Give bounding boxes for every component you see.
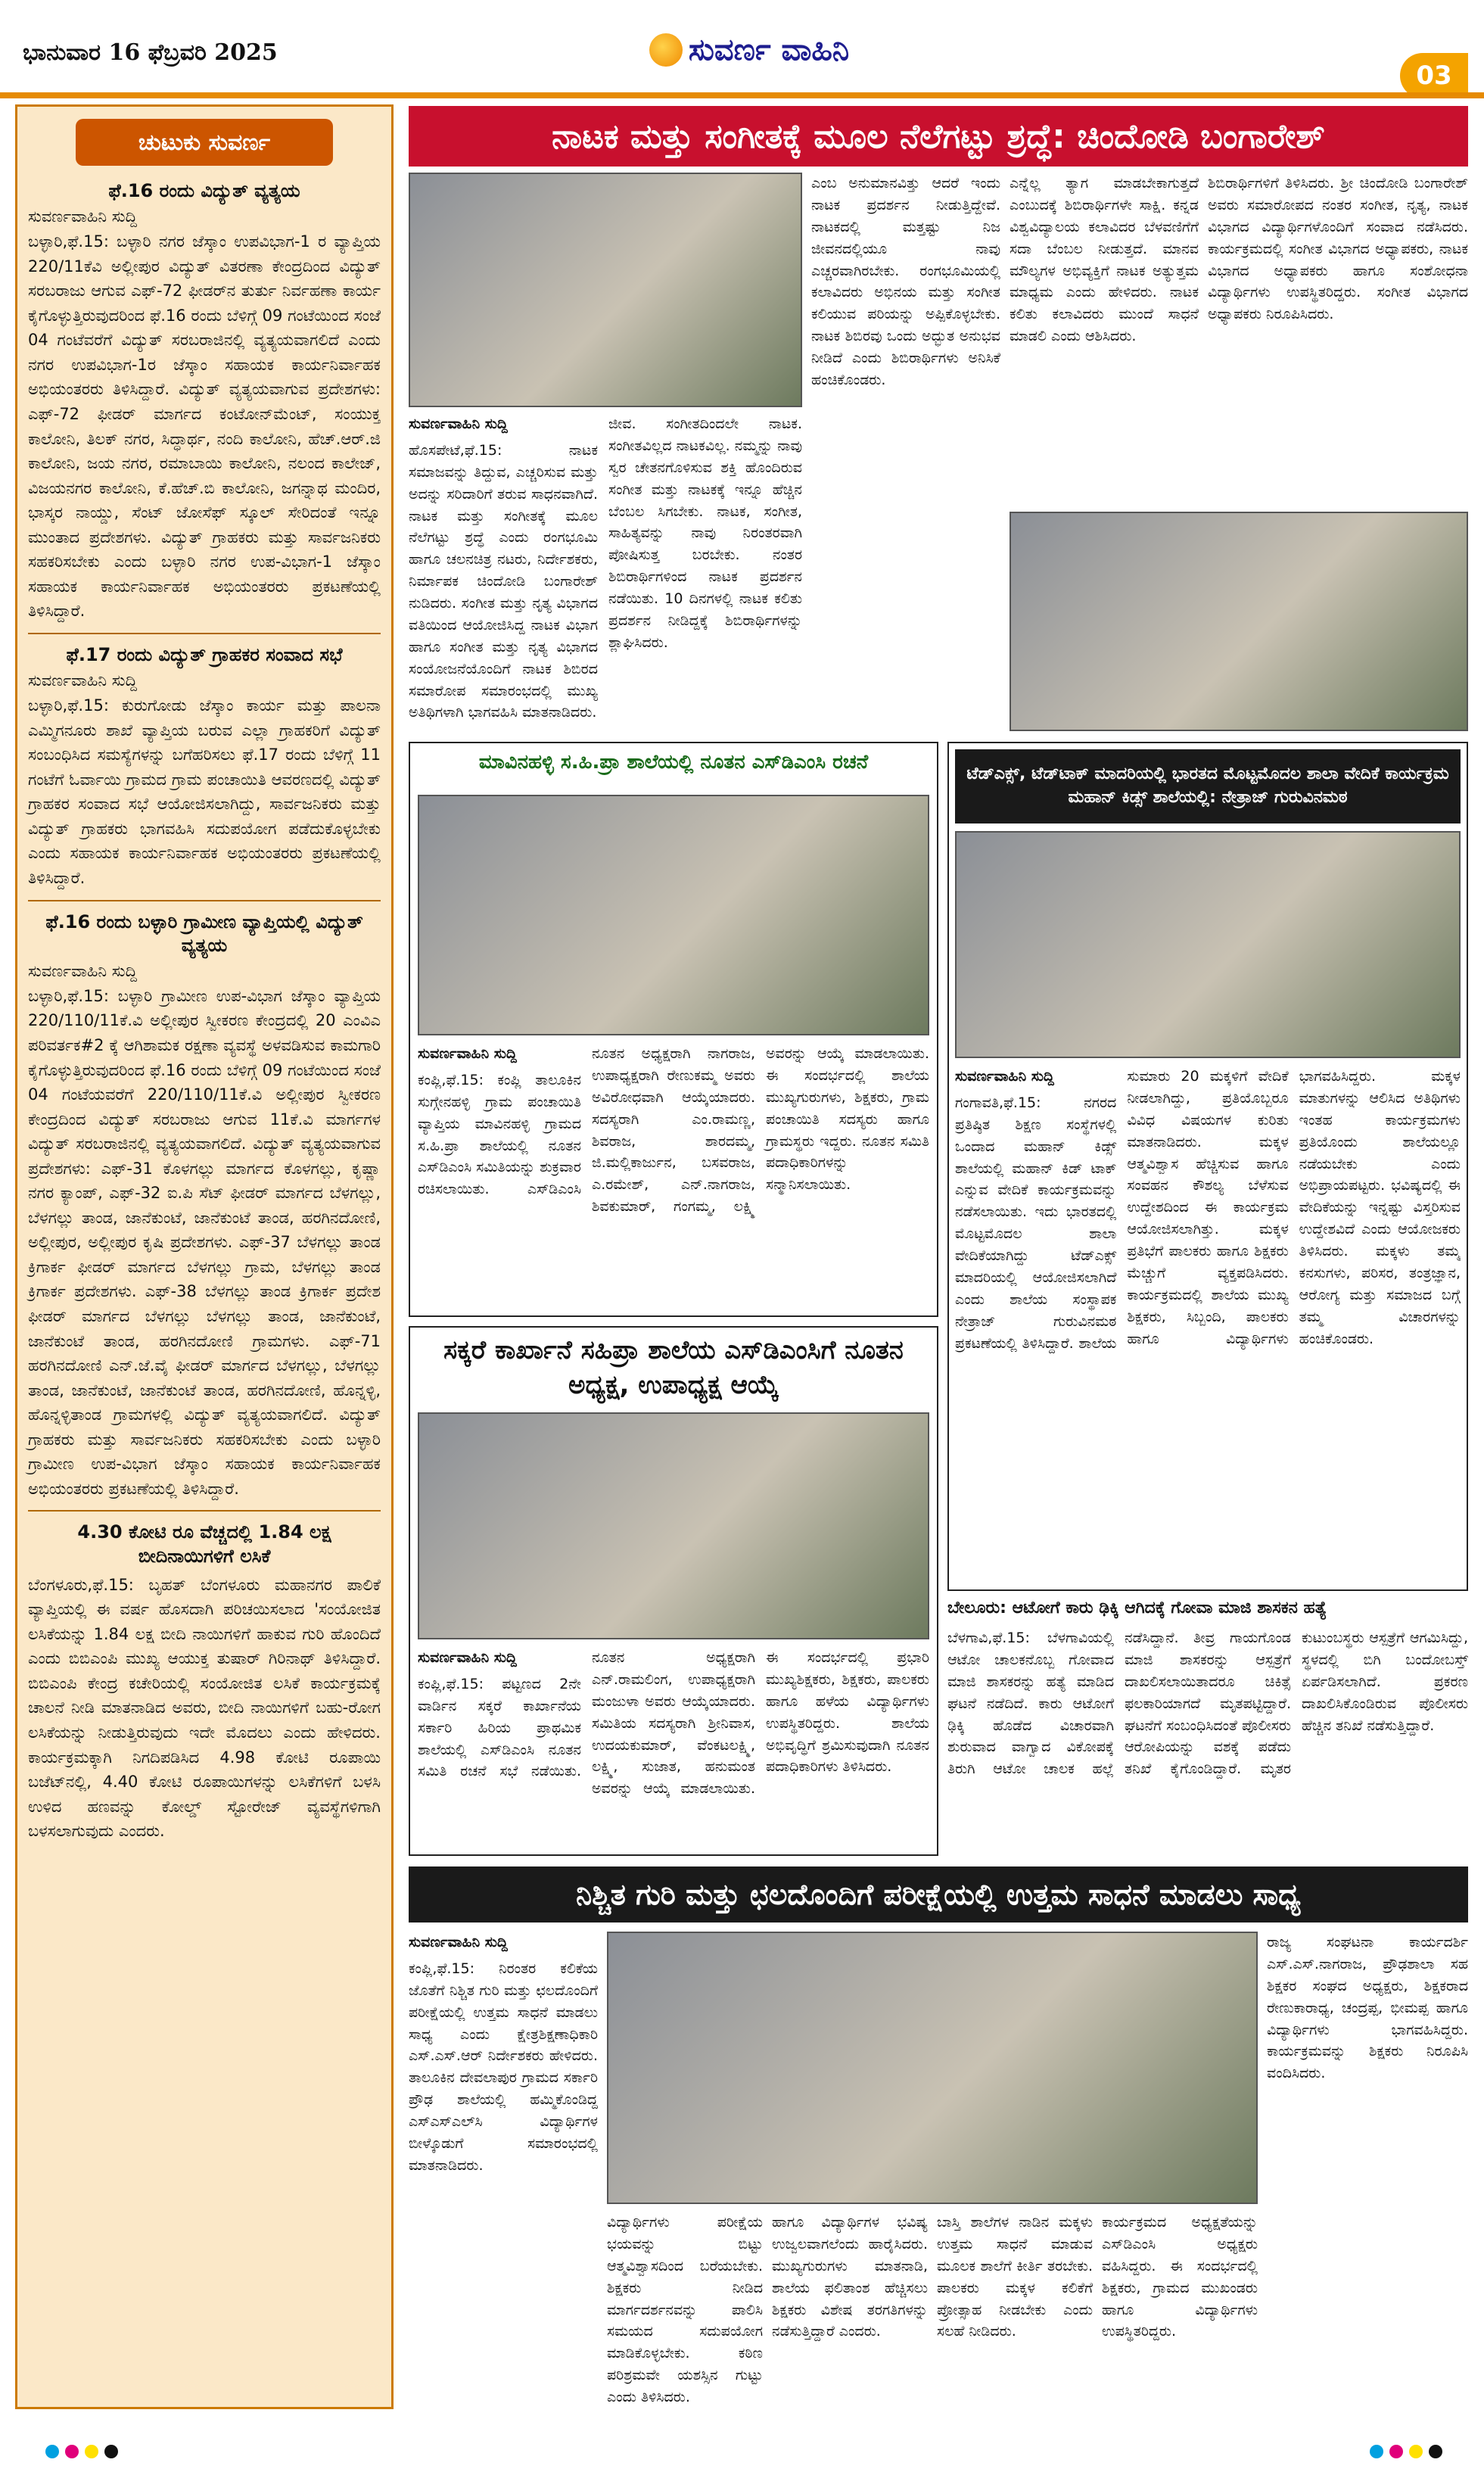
black-dot bbox=[104, 2445, 118, 2458]
story6-headline: ನಿಶ್ಚಿತ ಗುರಿ ಮತ್ತು ಛಲದೊಂದಿಗೆ ಪರೀಕ್ಷೆಯಲ್ಲಿ ಉತ್ತಮ ಸಾಧನೆ ಮಾಡಲು ಸಾಧ್ಯ bbox=[409, 1866, 1468, 1922]
lead-column bbox=[1010, 173, 1199, 506]
sidebar-briefs bbox=[15, 104, 394, 2409]
story3-body-columns bbox=[418, 1647, 929, 1848]
story6-column bbox=[1102, 2212, 1258, 2431]
lead-text: ಜೀವ. ಸಂಗೀತದಿಂದಲೇ ನಾಟಕ. ಸಂಗೀತವಿಲ್ಲದ ನಾಟಕವಿಲ್ಲ. ನಮ್ಮನ್ನು ನಾವು ಸ್ವರ ಚೇತನಗೊಳಿಸುವ ಶಕ್ತಿ ಹೊಂದಿರುವ ಸಂಗೀತ ಮತ್ತು ನಾಟಕಕ್ಕೆ ಇನ್ನೂ ಹೆಚ್ಚಿನ ಬೆಂಬಲ ಸಿಗಬೇಕು. ನಾಟಕ, ಸಂಗೀತ, ಸಾಹಿತ್ಯವನ್ನು ನಾವು ನಿರಂತರವಾಗಿ ಪೋಷಿಸುತ್ತ ಬರಬೇಕು. ನಂತರ ಶಿಬಿರಾರ್ಥಿಗಳಿಂದ ನಾಟಕ ಪ್ರದರ್ಶನ ನಡೆಯಿತು. 10 ದಿನಗಳಲ್ಲಿ ನಾಟಕ ಕಲಿತು ಪ್ರದರ್ಶನ ನೀಡಿದ್ದಕ್ಕೆ ಶಿಬಿರಾರ್ಥಿಗಳನ್ನು ಶ್ಲಾಘಿಸಿದರು. bbox=[608, 416, 802, 651]
brief-headline: 4.30 ಕೋಟಿ ರೂ ವೆಚ್ಚದಲ್ಲಿ 1.84 ಲಕ್ಷ ಬೀದಿನಾಯಿಗಳಿಗೆ ಲಸಿಕೆ bbox=[77, 1521, 331, 1567]
story6-column bbox=[1267, 1932, 1468, 2431]
yellow-dot bbox=[85, 2445, 98, 2458]
story6-byline: ಸುವರ್ಣವಾಹಿನಿ ಸುದ್ದಿ bbox=[409, 1934, 508, 1951]
cyan-dot bbox=[45, 2445, 59, 2458]
brief-story bbox=[28, 911, 381, 1512]
cyan-dot bbox=[1370, 2445, 1383, 2458]
story6-text: ಕಾರ್ಯಕ್ರಮದ ಅಧ್ಯಕ್ಷತೆಯನ್ನು ಎಸ್‌ಡಿಎಂಸಿ ಅಧ್ಯಕ್ಷರು ವಹಿಸಿದ್ದರು. ಈ ಸಂದರ್ಭದಲ್ಲಿ ಶಿಕ್ಷಕರು, ಗ್ರಾಮದ ಮುಖಂಡರು ಹಾಗೂ ವಿದ್ಯಾರ್ಥಿಗಳು ಉಪಸ್ಥಿತರಿದ್ದರು. bbox=[1102, 2214, 1258, 2340]
registration-marks-left bbox=[45, 2445, 118, 2461]
story6-column bbox=[772, 2212, 928, 2431]
lead-text: ಎನ್ನೆಲ್ಲ ತ್ಯಾಗ ಮಾಡಬೇಕಾಗುತ್ತದೆ ಎಂಬುದಕ್ಕೆ ಶಿಬಿರಾರ್ಥಿಗಳೇ ಸಾಕ್ಷಿ. ಕನ್ನಡ ವಿಶ್ವವಿದ್ಯಾಲಯ ಕಲಾವಿದರ ಬೆಳವಣಿಗೆಗೆ ಸದಾ ಬೆಂಬಲ ನೀಡುತ್ತದೆ. ಮಾನವ ಮೌಲ್ಯಗಳ ಅಭಿವ್ಯಕ್ತಿಗೆ ನಾಟಕ ಅತ್ಯುತ್ತಮ ಮಾಧ್ಯಮ ಎಂದು ಹೇಳಿದರು. ನಾಟಕ ಕಲಿತು ಕಲಾವಿದರು ಮುಂದೆ ಸಾಧನೆ ಮಾಡಲಿ ಎಂದು ಆಶಿಸಿದರು. bbox=[1010, 175, 1199, 345]
page-number: 03 bbox=[1400, 53, 1468, 98]
brief-story bbox=[28, 179, 381, 634]
story3-photo bbox=[418, 1412, 929, 1639]
brief-story bbox=[28, 643, 381, 901]
story3-text: ಕಂಪ್ಲಿ,ಫೆ.15: ಪಟ್ಟಣದ 2ನೇ ವಾರ್ಡಿನ ಸಕ್ಕರೆ ಕಾರ್ಖಾನೆಯ ಸರ್ಕಾರಿ ಹಿರಿಯ ಪ್ರಾಥಮಿಕ ಶಾಲೆಯಲ್ಲಿ ಎಸ್‌ಡಿಎಂಸಿ ನೂತನ ಸಮಿತಿ ರಚನೆ ಸಭೆ ನಡೆಯಿತು. ನೂತನ ಅಧ್ಯಕ್ಷರಾಗಿ ಎನ್.ರಾಮಲಿಂಗ, ಉಪಾಧ್ಯಕ್ಷರಾಗಿ ಮಂಜುಳಾ ಅವರು ಆಯ್ಕೆಯಾದರು. ಸಮಿತಿಯ ಸದಸ್ಯರಾಗಿ ಶ್ರೀನಿವಾಸ, ಉದಯಕುಮಾರ್, ವೆಂಕಟಲಕ್ಷ್ಮಿ, ಲಕ್ಷ್ಮಿ, ಸುಜಾತ, ಹನುಮಂತ ಅವರನ್ನು ಆಯ್ಕೆ ಮಾಡಲಾಯಿತು. ಈ ಸಂದರ್ಭದಲ್ಲಿ ಪ್ರಭಾರಿ ಮುಖ್ಯಶಿಕ್ಷಕರು, ಶಿಕ್ಷಕರು, ಪಾಲಕರು ಹಾಗೂ ಹಳೆಯ ವಿದ್ಯಾರ್ಥಿಗಳು ಉಪಸ್ಥಿತರಿದ್ದರು. ಶಾಲೆಯ ಅಭಿವೃದ್ಧಿಗೆ ಶ್ರಮಿಸುವುದಾಗಿ ನೂತನ ಪದಾಧಿಕಾರಿಗಳು ತಿಳಿಸಿದರು. bbox=[418, 1649, 929, 1798]
story6-column bbox=[937, 2212, 1093, 2431]
brief-divider bbox=[28, 633, 381, 634]
newspaper-title bbox=[583, 23, 916, 77]
story6-text: ಹಾಗೂ ವಿದ್ಯಾರ್ಥಿಗಳ ಭವಿಷ್ಯ ಉಜ್ವಲವಾಗಲೆಂದು ಹಾರೈಸಿದರು. ಮುಖ್ಯಗುರುಗಳು ಮಾತನಾಡಿ, ಶಾಲೆಯ ಫಲಿತಾಂಶ ಹೆಚ್ಚಿಸಲು ಶಿಕ್ಷಕರು ವಿಶೇಷ ತರಗತಿಗಳನ್ನು ನಡೆಸುತ್ತಿದ್ದಾರೆ ಎಂದರು. bbox=[772, 2214, 928, 2340]
brief-divider bbox=[28, 1510, 381, 1512]
lead-headline: ನಾಟಕ ಮತ್ತು ಸಂಗೀತಕ್ಕೆ ಮೂಲ ನೆಲೆಗಟ್ಟು ಶ್ರದ್ಧೆ: ಚಿಂದೋಡಿ ಬಂಗಾರೇಶ್ bbox=[409, 106, 1468, 167]
story4-body-columns bbox=[955, 1066, 1461, 1583]
lead-text: ಶಿಬಿರಾರ್ಥಿಗಳಿಗೆ ತಿಳಿಸಿದರು. ಶ್ರೀ ಚಿಂದೋಡಿ ಬಂಗಾರೇಶ್ ಅವರು ಸಮಾರೋಪದ ನಂತರ ಸಂಗೀತ, ನೃತ್ಯ, ನಾಟಕ ವಿಭಾಗದ ವಿದ್ಯಾರ್ಥಿಗಳೊಂದಿಗೆ ಸಂವಾದ ನಡೆಸಿದರು. ಕಾರ್ಯಕ್ರಮದಲ್ಲಿ ಸಂಗೀತ ವಿಭಾಗದ ಅಧ್ಯಾಪಕರು, ನಾಟಕ ವಿಭಾಗದ ಅಧ್ಯಾಪಕರು ಹಾಗೂ ಸಂಶೋಧನಾ ವಿದ್ಯಾರ್ಥಿಗಳು ಉಪಸ್ಥಿತರಿದ್ದರು. ಸಂಗೀತ ವಿಭಾಗದ ಅಧ್ಯಾಪಕರು ನಿರೂಪಿಸಿದರು. bbox=[1208, 175, 1468, 323]
brief-headline: ಫೆ.17 ರಂದು ವಿದ್ಯುತ್ ಗ್ರಾಹಕರ ಸಂವಾದ ಸಭೆ bbox=[66, 643, 343, 665]
registration-marks-right bbox=[1370, 2445, 1442, 2461]
story5-headline: ಬೇಲೂರು: ಆಟೋಗೆ ಕಾರು ಢಿಕ್ಕಿ ಆಗಿದಕ್ಕೆ ಗೋವಾ ಮಾಜಿ ಶಾಸಕನ ಹತ್ಯೆ bbox=[947, 1599, 1327, 1617]
lead-column bbox=[811, 173, 1000, 731]
story3-headline: ಸಕ್ಕರೆ ಕಾರ್ಖಾನೆ ಸಹಿಪ್ರಾ ಶಾಲೆಯ ಎಸ್‌ಡಿಎಂಸಿಗೆ ನೂತನ ಅಧ್ಯಕ್ಷ, ಉಪಾಧ್ಯಕ್ಷ ಆಯ್ಕೆ bbox=[443, 1335, 904, 1400]
brief-headline: ಫೆ.16 ರಂದು ವಿದ್ಯುತ್ ವ್ಯತ್ಯಯ bbox=[108, 180, 300, 201]
story5-body-columns bbox=[947, 1627, 1468, 1856]
lead-text: ಎಂಬ ಅನುಮಾನವಿತ್ತು ಆದರೆ ಇಂದು ನಾಟಕ ಪ್ರದರ್ಶನ ನೀಡುತ್ತಿದ್ದೇವೆ. ನಾಟಕದಲ್ಲಿ ಮತ್ತಷ್ಟು ನಿಜ ಜೀವನದಲ್ಲಿಯೂ ನಾವು ಎಚ್ಚರವಾಗಿರಬೇಕು. ರಂಗಭೂಮಿಯಲ್ಲಿ ಕಲಾವಿದರು ಅಭಿನಯ ಮತ್ತು ಸಂಗೀತ ಕಲಿಯುವ ಪರಿಯನ್ನು ಅಪ್ಪಿಕೊಳ್ಳಬೇಕು. ನಾಟಕ ಶಿಬಿರವು ಒಂದು ಅದ್ಭುತ ಅನುಭವ ನೀಡಿದೆ ಎಂದು ಶಿಬಿರಾರ್ಥಿಗಳು ಅನಿಸಿಕೆ ಹಂಚಿಕೊಂಡರು. bbox=[811, 175, 1000, 388]
lead-column bbox=[608, 413, 802, 731]
story4-text: ಗಂಗಾವತಿ,ಫೆ.15: ನಗರದ ಪ್ರತಿಷ್ಠಿತ ಶಿಕ್ಷಣ ಸಂಸ್ಥೆಗಳಲ್ಲಿ ಒಂದಾದ ಮಹಾನ್ ಕಿಡ್ಸ್ ಶಾಲೆಯಲ್ಲಿ ಮಹಾನ್ ಕಿಡ್ ಟಾಕ್ ಎನ್ನುವ ವೇದಿಕೆ ಕಾರ್ಯಕ್ರಮವನ್ನು ನಡೆಸಲಾಯಿತು. ಇದು ಭಾರತದಲ್ಲಿ ಮೊಟ್ಟಮೊದಲ ಶಾಲಾ ವೇದಿಕೆಯಾಗಿದ್ದು ಟೆಡ್‌ಎಕ್ಸ್ ಮಾದರಿಯಲ್ಲಿ ಆಯೋಜಿಸಲಾಗಿದೆ ಎಂದು ಶಾಲೆಯ ಸಂಸ್ಥಾಪಕ ನೇತ್ರಾಜ್ ಗುರುವಿನಮಠ ಪ್ರಕಟಣೆಯಲ್ಲಿ ತಿಳಿಸಿದ್ದಾರೆ. ಶಾಲೆಯ ಸುಮಾರು 20 ಮಕ್ಕಳಿಗೆ ವೇದಿಕೆ ನೀಡಲಾಗಿದ್ದು, ಪ್ರತಿಯೊಬ್ಬರೂ ವಿವಿಧ ವಿಷಯಗಳ ಕುರಿತು ಮಾತನಾಡಿದರು. ಮಕ್ಕಳ ಆತ್ಮವಿಶ್ವಾಸ ಹೆಚ್ಚಿಸುವ ಹಾಗೂ ಸಂವಹನ ಕೌಶಲ್ಯ ಬೆಳೆಸುವ ಉದ್ದೇಶದಿಂದ ಈ ಕಾರ್ಯಕ್ರಮ ಆಯೋಜಿಸಲಾಗಿತ್ತು. ಮಕ್ಕಳ ಪ್ರತಿಭೆಗೆ ಪಾಲಕರು ಹಾಗೂ ಶಿಕ್ಷಕರು ಮೆಚ್ಚುಗೆ ವ್ಯಕ್ತಪಡಿಸಿದರು. ಕಾರ್ಯಕ್ರಮದಲ್ಲಿ ಶಾಲೆಯ ಮುಖ್ಯ ಶಿಕ್ಷಕರು, ಸಿಬ್ಬಂದಿ, ಪಾಲಕರು ಹಾಗೂ ವಿದ್ಯಾರ್ಥಿಗಳು ಭಾಗವಹಿಸಿದ್ದರು. ಮಕ್ಕಳ ಮಾತುಗಳನ್ನು ಆಲಿಸಿದ ಅತಿಥಿಗಳು ಇಂತಹ ಕಾರ್ಯಕ್ರಮಗಳು ಪ್ರತಿಯೊಂದು ಶಾಲೆಯಲ್ಲೂ ನಡೆಯಬೇಕು ಎಂದು ಅಭಿಪ್ರಾಯಪಟ್ಟರು. ಭವಿಷ್ಯದಲ್ಲಿ ಈ ವೇದಿಕೆಯನ್ನು ಇನ್ನಷ್ಟು ವಿಸ್ತರಿಸುವ ಉದ್ದೇಶವಿದೆ ಎಂದು ಆಯೋಜಕರು ತಿಳಿಸಿದರು. ಮಕ್ಕಳು ತಮ್ಮ ಕನಸುಗಳು, ಪರಿಸರ, ತಂತ್ರಜ್ಞಾನ, ಆರೋಗ್ಯ ಮತ್ತು ಸಮಾಜದ ಬಗ್ಗೆ ತಮ್ಮ ವಿಚಾರಗಳನ್ನು ಹಂಚಿಕೊಂಡರು. bbox=[955, 1068, 1461, 1352]
story2-byline: ಸುವರ್ಣವಾಹಿನಿ ಸುದ್ದಿ bbox=[418, 1045, 517, 1062]
brief-body: ಬಳ್ಳಾರಿ,ಫೆ.15: ಬಳ್ಳಾರಿ ನಗರ ಜೆಸ್ಕಾಂ ಉಪವಿಭಾಗ-1 ರ ವ್ಯಾಪ್ತಿಯ 220/11ಕೆವಿ ಅಲ್ಲೀಪುರ ವಿದ್ಯುತ್ ವಿತರಣಾ ಕೇಂದ್ರದಿಂದ ವಿದ್ಯುತ್ ಸರಬರಾಜು ಆಗುವ ಎಫ್-72 ಫೀಡರ್‌ನ ತುರ್ತು ನಿರ್ವಹಣಾ ಕಾರ್ಯ ಕೈಗೊಳ್ಳುತ್ತಿರುವುದರಿಂದ ಫೆ.16 ರಂದು ಬೆಳಿಗ್ಗೆ 09 ಗಂಟೆಯಿಂದ ಸಂಜೆ 04 ಗಂಟೆವರೆಗೆ ವಿದ್ಯುತ್ ಸರಬರಾಜಿನಲ್ಲಿ ವ್ಯತ್ಯಯವಾಗಲಿದೆ ಎಂದು ನಗರ ಉಪವಿಭಾಗ-1ರ ಜೆಸ್ಕಾಂ ಸಹಾಯಕ ಕಾರ್ಯನಿರ್ವಾಹಕ ಅಭಿಯಂತರರು ತಿಳಿಸಿದ್ದಾರೆ. ವಿದ್ಯುತ್ ವ್ಯತ್ಯಯವಾಗುವ ಪ್ರದೇಶಗಳು: ಎಫ್-72 ಫೀಡರ್ ಮಾರ್ಗದ ಕಂಟೋನ್‌ಮೆಂಟ್, ಸಂಯುಕ್ತ ಕಾಲೋನಿ, ತಿಲಕ್ ನಗರ, ಸಿದ್ಧಾರ್ಥ, ನಂದಿ ಕಾಲೋನಿ, ಹೆಚ್.ಆರ್.ಜಿ ಕಾಲೋನಿ, ಜಯ ನಗರ, ರಮಾಬಾಯಿ ಕಾಲೋನಿ, ನಲಂದ ಕಾಲೇಜ್, ವಿಜಯನಗರ ಕಾಲೋನಿ, ಕೆ.ಹೆಚ್.ಬಿ ಕಾಲೋನಿ, ಜಗನ್ನಾಥ ಮಂದಿರ, ಭಾಸ್ಕರ ನಾಯ್ಡು, ಸೆಂಟ್ ಜೋಸೆಫ್ ಸ್ಕೂಲ್ ಸೇರಿದಂತೆ ಇನ್ನೂ ಮುಂತಾದ ಪ್ರದೇಶಗಳು. ವಿದ್ಯುತ್ ಗ್ರಾಹಕರು ಮತ್ತು ಸಾರ್ವಜನಿಕರು ಸಹಕರಿಸಬೇಕು ಎಂದು ಬಳ್ಳಾರಿ ನಗರ ಉಪ-ವಿಭಾಗ-1 ಜೆಸ್ಕಾಂ ಸಹಾಯಕ ಕಾರ್ಯನಿರ್ವಾಹಕ ಅಭಿಯಂತರರು ಪ್ರಕಟಣೆಯಲ್ಲಿ ತಿಳಿಸಿದ್ದಾರೆ. bbox=[28, 232, 381, 621]
magenta-dot bbox=[1389, 2445, 1403, 2458]
story2-photo bbox=[418, 795, 929, 1035]
yellow-dot bbox=[1409, 2445, 1423, 2458]
brief-byline: ಸುವರ್ಣವಾಹಿನಿ ಸುದ್ದಿ bbox=[28, 961, 138, 980]
brief-story bbox=[28, 1521, 381, 1843]
story6-column bbox=[409, 1932, 598, 2431]
story6-text: ಕಂಪ್ಲಿ,ಫೆ.15: ನಿರಂತರ ಕಲಿಕೆಯ ಜೊತೆಗೆ ನಿಶ್ಚಿತ ಗುರಿ ಮತ್ತು ಛಲದೊಂದಿಗೆ ಪರೀಕ್ಷೆಯಲ್ಲಿ ಉತ್ತಮ ಸಾಧನೆ ಮಾಡಲು ಸಾಧ್ಯ ಎಂದು ಕ್ಷೇತ್ರಶಿಕ್ಷಣಾಧಿಕಾರಿ ಎಸ್.ಎಸ್.ಆರ್ ನಿರ್ದೇಶಕರು ಹೇಳಿದರು. ತಾಲೂಕಿನ ದೇವಲಾಪುರ ಗ್ರಾಮದ ಸರ್ಕಾರಿ ಪ್ರೌಢ ಶಾಲೆಯಲ್ಲಿ ಹಮ್ಮಿಕೊಂಡಿದ್ದ ಎಸ್‌ಎಸ್‌ಎಲ್‌ಸಿ ವಿದ್ಯಾರ್ಥಿಗಳ ಬೀಳ್ಕೊಡುಗೆ ಸಮಾರಂಭದಲ್ಲಿ ಮಾತನಾಡಿದರು. bbox=[409, 1960, 598, 2174]
story4-headline: ಟೆಡ್‌ಎಕ್ಸ್, ಟೆಡ್‌ಟಾಕ್ ಮಾದರಿಯಲ್ಲಿ ಭಾರತದ ಮೊಟ್ಟಮೊದಲ ಶಾಲಾ ವೇದಿಕೆ ಕಾರ್ಯಕ್ರಮ ಮಹಾನ್ ಕಿಡ್ಸ್ ಶಾಲೆಯಲ್ಲಿ: ನೇತ್ರಾಜ್ ಗುರುವಿನಮಠ bbox=[955, 749, 1461, 823]
sidebar-banner: ಚುಟುಕು ಸುವರ್ಣ bbox=[76, 119, 333, 166]
masthead-divider bbox=[0, 92, 1484, 98]
story4-byline: ಸುವರ್ಣವಾಹಿನಿ ಸುದ್ದಿ bbox=[955, 1068, 1054, 1085]
story3-byline: ಸುವರ್ಣವಾಹಿನಿ ಸುದ್ದಿ bbox=[418, 1649, 517, 1666]
story6-text: ವಿದ್ಯಾರ್ಥಿಗಳು ಪರೀಕ್ಷೆಯ ಭಯವನ್ನು ಬಿಟ್ಟು ಆತ್ಮವಿಶ್ವಾಸದಿಂದ ಬರೆಯಬೇಕು. ಶಿಕ್ಷಕರು ನೀಡಿದ ಮಾರ್ಗದರ್ಶನವನ್ನು ಪಾಲಿಸಿ ಸಮಯದ ಸದುಪಯೋಗ ಮಾಡಿಕೊಳ್ಳಬೇಕು. ಕಠಿಣ ಪರಿಶ್ರಮವೇ ಯಶಸ್ಸಿನ ಗುಟ್ಟು ಎಂದು ತಿಳಿಸಿದರು. bbox=[607, 2214, 763, 2405]
lead-column bbox=[409, 413, 598, 731]
story5-text: ಬೆಳಗಾವಿ,ಫೆ.15: ಬೆಳಗಾವಿಯಲ್ಲಿ ಆಟೋ ಚಾಲಕನೊಬ್ಬ ಗೋವಾದ ಮಾಜಿ ಶಾಸಕರನ್ನು ಹತ್ಯೆ ಮಾಡಿದ ಘಟನೆ ನಡೆದಿದೆ. ಕಾರು ಆಟೋಗೆ ಢಿಕ್ಕಿ ಹೊಡೆದ ವಿಚಾರವಾಗಿ ಶುರುವಾದ ವಾಗ್ವಾದ ವಿಕೋಪಕ್ಕೆ ತಿರುಗಿ ಆಟೋ ಚಾಲಕ ಹಲ್ಲೆ ನಡೆಸಿದ್ದಾನೆ. ತೀವ್ರ ಗಾಯಗೊಂಡ ಮಾಜಿ ಶಾಸಕರನ್ನು ಆಸ್ಪತ್ರೆಗೆ ದಾಖಲಿಸಲಾಯಿತಾದರೂ ಚಿಕಿತ್ಸೆ ಫಲಕಾರಿಯಾಗದೆ ಮೃತಪಟ್ಟಿದ್ದಾರೆ. ಘಟನೆಗೆ ಸಂಬಂಧಿಸಿದಂತೆ ಪೊಲೀಸರು ಆರೋಪಿಯನ್ನು ವಶಕ್ಕೆ ಪಡೆದು ತನಿಖೆ ಕೈಗೊಂಡಿದ್ದಾರೆ. ಮೃತರ ಕುಟುಂಬಸ್ಥರು ಆಸ್ಪತ್ರೆಗೆ ಆಗಮಿಸಿದ್ದು, ಸ್ಥಳದಲ್ಲಿ ಬಿಗಿ ಬಂದೋಬಸ್ತ್ ಏರ್ಪಡಿಸಲಾಗಿದೆ. ಪ್ರಕರಣ ದಾಖಲಿಸಿಕೊಂಡಿರುವ ಪೊಲೀಸರು ಹೆಚ್ಚಿನ ತನಿಖೆ ನಡೆಸುತ್ತಿದ್ದಾರೆ. bbox=[947, 1630, 1468, 1778]
story2-body-columns bbox=[418, 1043, 929, 1309]
black-dot bbox=[1429, 2445, 1442, 2458]
brief-byline: ಸುವರ್ಣವಾಹಿನಿ ಸುದ್ದಿ bbox=[28, 207, 138, 226]
story6-photo-assembly bbox=[607, 1932, 1258, 2204]
issue-date: ಭಾನುವಾರ 16 ಫೆಬ್ರವರಿ 2025 bbox=[23, 39, 278, 66]
lead-photo-lecture bbox=[409, 173, 802, 407]
brief-headline: ಫೆ.16 ರಂದು ಬಳ್ಳಾರಿ ಗ್ರಾಮೀಣ ವ್ಯಾಪ್ತಿಯಲ್ಲಿ ವಿದ್ಯುತ್ ವ್ಯತ್ಯಯ bbox=[45, 911, 363, 956]
lead-byline: ಸುವರ್ಣವಾಹಿನಿ ಸುದ್ದಿ bbox=[409, 416, 508, 432]
brief-body: ಬಳ್ಳಾರಿ,ಫೆ.15: ಕುರುಗೋಡು ಜೆಸ್ಕಾಂ ಕಾರ್ಯ ಮತ್ತು ಪಾಲನಾ ಎಮ್ಮಿಗನೂರು ಶಾಖೆ ವ್ಯಾಪ್ತಿಯ ಬರುವ ಎಲ್ಲಾ ಗ್ರಾಹಕರಿಗೆ ವಿದ್ಯುತ್ ಸಂಬಂಧಿಸಿದ ಸಮಸ್ಯೆಗಳನ್ನು ಬಗೆಹರಿಸಲು ಫೆ.17 ರಂದು ಬೆಳಿಗ್ಗೆ 11 ಗಂಟೆಗೆ ಓರ್ವಾಯಿ ಗ್ರಾಮದ ಗ್ರಾಮ ಪಂಚಾಯಿತಿ ಆವರಣದಲ್ಲಿ ವಿದ್ಯುತ್ ಗ್ರಾಹಕರ ಸಂವಾದ ಸಭೆ ಆಯೋಜಿಸಲಾಗಿದ್ದು, ಸಾರ್ವಜನಿಕರು ಮತ್ತು ವಿದ್ಯುತ್ ಗ್ರಾಹಕರು ಭಾಗವಹಿಸಿ ಸದುಪಯೋಗ ಪಡೆದುಕೊಳ್ಳಬೇಕು ಎಂದು ಸಹಾಯಕ ಕಾರ್ಯನಿರ್ವಾಹಕ ಅಭಿಯಂತರರು ಪ್ರಕಟಣೆಯಲ್ಲಿ ತಿಳಿಸಿದ್ದಾರೆ. bbox=[28, 696, 381, 887]
brief-body: ಬೆಂಗಳೂರು,ಫೆ.15: ಬೃಹತ್ ಬೆಂಗಳೂರು ಮಹಾನಗರ ಪಾಲಿಕೆ ವ್ಯಾಪ್ತಿಯಲ್ಲಿ ಈ ವರ್ಷ ಹೊಸದಾಗಿ ಪರಿಚಯಿಸಲಾದ 'ಸಂಯೋಜಿತ ಲಸಿಕೆಯನ್ನು 1.84 ಲಕ್ಷ ಬೀದಿ ನಾಯಿಗಳಿಗೆ ಹಾಕುವ ಗುರಿ ಹೊಂದಿದೆ ಎಂದು ಬಿಬಿಎಂಪಿ ಮುಖ್ಯ ಆಯುಕ್ತ ತುಷಾರ್ ಗಿರಿನಾಥ್ ತಿಳಿಸಿದ್ದಾರೆ. ಬಿಬಿಎಂಪಿ ಕೇಂದ್ರ ಕಚೇರಿಯಲ್ಲಿ ಸಂಯೋಜಿತ ಲಸಿಕೆ ಕಾರ್ಯಕ್ರಮಕ್ಕೆ ಚಾಲನೆ ನೀಡಿ ಮಾತನಾಡಿದ ಅವರು, ಬೀದಿ ನಾಯಿಗಳಿಗೆ ಬಹು-ರೋಗ ಲಸಿಕೆಯನ್ನು ನೀಡುತ್ತಿರುವುದು ಇದೇ ಮೊದಲು ಎಂದು ಹೇಳಿದರು. ಕಾರ್ಯಕ್ರಮಕ್ಕಾಗಿ ನಿಗದಿಪಡಿಸಿದ 4.98 ಕೋಟಿ ರೂಪಾಯಿ ಬಜೆಟ್‌ನಲ್ಲಿ, 4.40 ಕೋಟಿ ರೂಪಾಯಿಗಳನ್ನು ಲಸಿಕೆಗಳಿಗೆ ಬಳಸಿ ಉಳಿದ ಹಣವನ್ನು ಕೋಲ್ಡ್ ಸ್ಟೋರೇಜ್ ವ್ಯವಸ್ಥೆಗಳಿಗಾಗಿ ಬಳಸಲಾಗುವುದು ಎಂದರು. bbox=[28, 1575, 381, 1841]
story4-photo-students bbox=[955, 831, 1461, 1058]
newspaper-name: ಸುವರ್ಣ ವಾಹಿನಿ bbox=[688, 33, 850, 67]
story2-text: ಕಂಪ್ಲಿ,ಫೆ.15: ಕಂಪ್ಲಿ ತಾಲೂಕಿನ ಸುಗ್ಗೇನಹಳ್ಳಿ ಗ್ರಾಮ ಪಂಚಾಯಿತಿ ವ್ಯಾಪ್ತಿಯ ಮಾವಿನಹಳ್ಳಿ ಗ್ರಾಮದ ಸ.ಹಿ.ಪ್ರಾ ಶಾಲೆಯಲ್ಲಿ ನೂತನ ಎಸ್‌ಡಿಎಂಸಿ ಸಮಿತಿಯನ್ನು ಶುಕ್ರವಾರ ರಚಿಸಲಾಯಿತು. ಎಸ್‌ಡಿಎಂಸಿ ನೂತನ ಅಧ್ಯಕ್ಷರಾಗಿ ನಾಗರಾಜ, ಉಪಾಧ್ಯಕ್ಷರಾಗಿ ರೇಣುಕಮ್ಮ ಅವರು ಅವಿರೋಧವಾಗಿ ಆಯ್ಕೆಯಾದರು. ಸದಸ್ಯರಾಗಿ ಎಂ.ರಾಮಣ್ಣ, ಶಿವರಾಜ, ಶಾರದಮ್ಮ, ಜಿ.ಮಲ್ಲಿಕಾರ್ಜುನ, ಬಸವರಾಜ, ಎ.ರಮೇಶ್, ಎನ್.ನಾಗರಾಜ, ಶಿವಕುಮಾರ್, ಗಂಗಮ್ಮ, ಲಕ್ಷ್ಮಿ ಅವರನ್ನು ಆಯ್ಕೆ ಮಾಡಲಾಯಿತು. ಈ ಸಂದರ್ಭದಲ್ಲಿ ಶಾಲೆಯ ಮುಖ್ಯಗುರುಗಳು, ಶಿಕ್ಷಕರು, ಗ್ರಾಮ ಪಂಚಾಯಿತಿ ಸದಸ್ಯರು ಹಾಗೂ ಗ್ರಾಮಸ್ಥರು ಇದ್ದರು. ನೂತನ ಸಮಿತಿ ಪದಾಧಿಕಾರಿಗಳನ್ನು ಸನ್ಮಾನಿಸಲಾಯಿತು. bbox=[418, 1045, 929, 1216]
lead-column bbox=[1208, 173, 1468, 506]
story6-column bbox=[607, 2212, 763, 2431]
lead-photo-felicitation bbox=[1010, 512, 1468, 731]
flame-icon bbox=[649, 33, 683, 67]
brief-divider bbox=[28, 900, 381, 901]
story6-text: ಬಾಸ್ತಿ ಶಾಲೆಗಳ ನಾಡಿನ ಮಕ್ಕಳು ಉತ್ತಮ ಸಾಧನೆ ಮಾಡುವ ಮೂಲಕ ಶಾಲೆಗೆ ಕೀರ್ತಿ ತರಬೇಕು. ಪಾಲಕರು ಮಕ್ಕಳ ಕಲಿಕೆಗೆ ಪ್ರೋತ್ಸಾಹ ನೀಡಬೇಕು ಎಂದು ಸಲಹೆ ನೀಡಿದರು. bbox=[937, 2214, 1093, 2340]
magenta-dot bbox=[65, 2445, 79, 2458]
brief-byline: ಸುವರ್ಣವಾಹಿನಿ ಸುದ್ದಿ bbox=[28, 671, 138, 690]
story2-headline: ಮಾವಿನಹಳ್ಳಿ ಸ.ಹಿ.ಪ್ರಾ ಶಾಲೆಯಲ್ಲಿ ನೂತನ ಎಸ್‌ಡಿಎಂಸಿ ರಚನೆ bbox=[478, 751, 869, 774]
lead-text: ಹೊಸಪೇಟೆ,ಫೆ.15: ನಾಟಕ ಸಮಾಜವನ್ನು ತಿದ್ದುವ, ಎಚ್ಚರಿಸುವ ಮತ್ತು ಅದನ್ನು ಸರಿದಾರಿಗೆ ತರುವ ಸಾಧನವಾಗಿದೆ. ನಾಟಕ ಮತ್ತು ಸಂಗೀತಕ್ಕೆ ಮೂಲ ನೆಲೆಗಟ್ಟು ಶ್ರದ್ಧೆ ಎಂದು ರಂಗಭೂಮಿ ಹಾಗೂ ಚಲನಚಿತ್ರ ನಟರು, ನಿರ್ದೇಶಕರು, ನಿರ್ಮಾಪಕ ಚಿಂದೋಡಿ ಬಂಗಾರೇಶ್ ನುಡಿದರು. ಸಂಗೀತ ಮತ್ತು ನೃತ್ಯ ವಿಭಾಗದ ವತಿಯಿಂದ ಆಯೋಜಿಸಿದ್ದ ನಾಟಕ ವಿಭಾಗ ಹಾಗೂ ಸಂಗೀತ ಮತ್ತು ನೃತ್ಯ ವಿಭಾಗದ ಸಂಯೋಜನೆಯೊಂದಿಗೆ ನಾಟಕ ಶಿಬಿರದ ಸಮಾರೋಪ ಸಮಾರಂಭದಲ್ಲಿ ಮುಖ್ಯ ಅತಿಥಿಗಳಾಗಿ ಭಾಗವಹಿಸಿ ಮಾತನಾಡಿದರು. bbox=[409, 441, 598, 721]
brief-body: ಬಳ್ಳಾರಿ,ಫೆ.15: ಬಳ್ಳಾರಿ ಗ್ರಾಮೀಣ ಉಪ-ವಿಭಾಗ ಜೆಸ್ಕಾಂ ವ್ಯಾಪ್ತಿಯ 220/110/11ಕೆ.ವಿ ಅಲ್ಲೀಪುರ ಸ್ವೀಕರಣ ಕೇಂದ್ರದಲ್ಲಿ 20 ಎಂವಿಎ ಪರಿವರ್ತಕ#2 ಕ್ಕೆ ಆಗಿಶಾಮಕ ರಕ್ಷಣಾ ವ್ಯವಸ್ಥೆ ಅಳವಡಿಸುವ ಕಾಮಗಾರಿ ಕೈಗೊಳ್ಳುತ್ತಿರುವುದರಿಂದ ಫೆ.16 ರಂದು ಬೆಳಿಗ್ಗೆ 09 ಗಂಟೆಯಿಂದ ಸಂಜೆ 04 ಗಂಟೆಯವರೆಗೆ 220/110/11ಕೆ.ವಿ ಅಲ್ಲೀಪುರ ಸ್ವೀಕರಣ ಕೇಂದ್ರದಿಂದ ವಿದ್ಯುತ್ ಸರಬರಾಜು ಆಗುವ 11ಕೆ.ವಿ ಮಾರ್ಗಗಳ ವಿದ್ಯುತ್ ಸರಬರಾಜಿನಲ್ಲಿ ವ್ಯತ್ಯಯವಾಗಲಿದೆ. ವಿದ್ಯುತ್ ವ್ಯತ್ಯಯವಾಗುವ ಪ್ರದೇಶಗಳು: ಎಫ್-31 ಕೊಳಗಲ್ಲು ಮಾರ್ಗದ ಕೊಳಗಲ್ಲು, ಕೃಷ್ಣಾ ನಗರ ಕ್ಯಾಂಪ್, ಎಫ್-32 ಐ.ಪಿ ಸೆಟ್ ಫೀಡರ್ ಮಾರ್ಗದ ಬೆಳಗಲ್ಲು, ಬೆಳಗಲ್ಲು ತಾಂಡ, ಜಾನೆಕುಂಟೆ, ಜಾನೆಕುಂಟೆ ತಾಂಡ, ಹರಗಿನದೋಣಿ, ಅಲ್ಲೀಪುರ, ಅಲ್ಲೀಪುರ ಕೃಷಿ ಪ್ರದೇಶಗಳು. ಎಫ್-37 ಬೆಳಗಲ್ಲು ತಾಂಡ ಕ್ರಿಗಾರ್ಕ ಫೀಡರ್ ಮಾರ್ಗದ ಬೆಳಗಲ್ಲು ಗ್ರಾಮ, ಬೆಳಗಲ್ಲು ತಾಂಡ ಕ್ರಿಗಾರ್ಕ ಪ್ರದೇಶಗಳು. ಎಫ್-38 ಬೆಳಗಲ್ಲು ತಾಂಡ ಕ್ರಿಗಾರ್ಕ ಪ್ರದೇಶ ಫೀಡರ್ ಮಾರ್ಗದ ಬೆಳಗಲ್ಲು ಬೆಳಗಲ್ಲು ತಾಂಡ, ಜಾನೆಕುಂಟೆ, ಜಾನೆಕುಂಟೆ ತಾಂಡ, ಹರಗಿನದೋಣಿ ಗ್ರಾಮಗಳು. ಎಫ್-71 ಹರಗಿನದೋಣಿ ಎನ್.ಜೆ.ವೈ ಫೀಡರ್ ಮಾರ್ಗದ ಬೆಳಗಲ್ಲು, ಬೆಳಗಲ್ಲು ತಾಂಡ, ಜಾನೆಕುಂಟೆ, ಜಾನೆಕುಂಟೆ ತಾಂಡ, ಹರಗಿನದೋಣಿ, ಹೊನ್ನಳ್ಳಿ, ಹೊನ್ನಳ್ಳಿತಾಂಡ ಗ್ರಾಮಗಳಲ್ಲಿ ವಿದ್ಯುತ್ ವ್ಯತ್ಯಯವಾಗಲಿದೆ. ವಿದ್ಯುತ್ ಗ್ರಾಹಕರು ಮತ್ತು ಸಾರ್ವಜನಿಕರು ಸಹಕರಿಸಬೇಕು ಎಂದು ಬಳ್ಳಾರಿ ಗ್ರಾಮೀಣ ಉಪ-ವಿಭಾಗ ಜೆಸ್ಕಾಂ ಸಹಾಯಕ ಕಾರ್ಯನಿರ್ವಾಹಕ ಅಭಿಯಂತರರು ಪ್ರಕಟಣೆಯಲ್ಲಿ ತಿಳಿಸಿದ್ದಾರೆ. bbox=[28, 986, 381, 1498]
story6-text: ರಾಜ್ಯ ಸಂಘಟನಾ ಕಾರ್ಯದರ್ಶಿ ಎಸ್.ಎಸ್.ನಾಗರಾಜ, ಪ್ರೌಢಶಾಲಾ ಸಹ ಶಿಕ್ಷಕರ ಸಂಘದ ಅಧ್ಯಕ್ಷರು, ಶಿಕ್ಷಕರಾದ ರೇಣುಕಾರಾಧ್ಯ, ಚಂದ್ರಪ್ಪ, ಭೀಮಪ್ಪ ಹಾಗೂ ವಿದ್ಯಾರ್ಥಿಗಳು ಭಾಗವಹಿಸಿದ್ದರು. ಕಾರ್ಯಕ್ರಮವನ್ನು ಶಿಕ್ಷಕರು ನಿರೂಪಿಸಿ ವಂದಿಸಿದರು. bbox=[1267, 1934, 1468, 2082]
